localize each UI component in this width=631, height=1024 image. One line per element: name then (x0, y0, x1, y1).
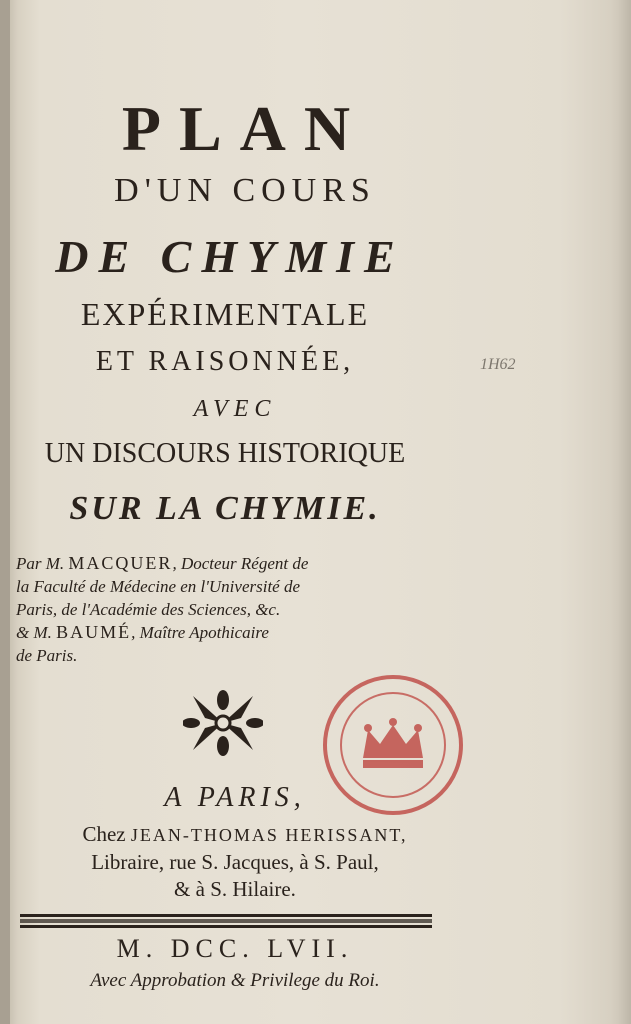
printers-ornament-icon (183, 688, 263, 758)
author-line-3: Paris, de l'Académie des Sciences, &c. (16, 600, 281, 619)
title-sur-la-chymie: SUR LA CHYMIE. (69, 490, 381, 527)
title-discours: UN DISCOURS HISTORIQUE (44, 438, 406, 469)
page-edge-right (617, 0, 631, 1024)
author-par: Par M. (16, 554, 69, 573)
author-and: & M. (16, 623, 57, 642)
handwritten-shelfmark: 1H62 (480, 356, 516, 373)
author-line-2: la Faculté de Médecine en l'Université de (16, 577, 301, 596)
author-title-1: , Docteur Régent de (172, 554, 309, 573)
imprint-address-2: & à S. Hilaire. (174, 877, 296, 901)
imprint-year: M. DCC. LVII. (116, 934, 354, 963)
title-de-chymie: DE CHYMIE (55, 231, 405, 282)
imprint-approbation: Avec Approbation & Privilege du Roi. (90, 970, 380, 991)
imprint-city: A PARIS, (164, 782, 306, 813)
author-name-baume: BAUMÉ (56, 622, 132, 642)
author-line-1 (16, 552, 446, 575)
author-statement (16, 552, 446, 667)
title-plan: PLAN (121, 93, 369, 164)
author-title-2: , Maître Apothicaire (131, 623, 269, 642)
imprint-printer (20, 822, 470, 847)
title-dun-cours: D'UN COURS (114, 172, 376, 209)
author-line-5: de Paris. (16, 646, 78, 665)
crown-icon (363, 718, 423, 768)
double-rule-divider (20, 914, 432, 928)
imprint-printer-name: JEAN-THOMAS HERISSANT, (130, 825, 408, 845)
imprint-address: Libraire, rue S. Jacques, à S. Paul, (91, 850, 379, 874)
title-experimentale: EXPÉRIMENTALE (80, 296, 370, 332)
author-line-4 (16, 621, 446, 644)
imprint-chez: Chez (82, 822, 131, 846)
title-raisonnee: ET RAISONNÉE, (95, 346, 355, 377)
title-avec: AVEC (193, 396, 277, 422)
author-name-macquer: MACQUER (68, 553, 173, 573)
